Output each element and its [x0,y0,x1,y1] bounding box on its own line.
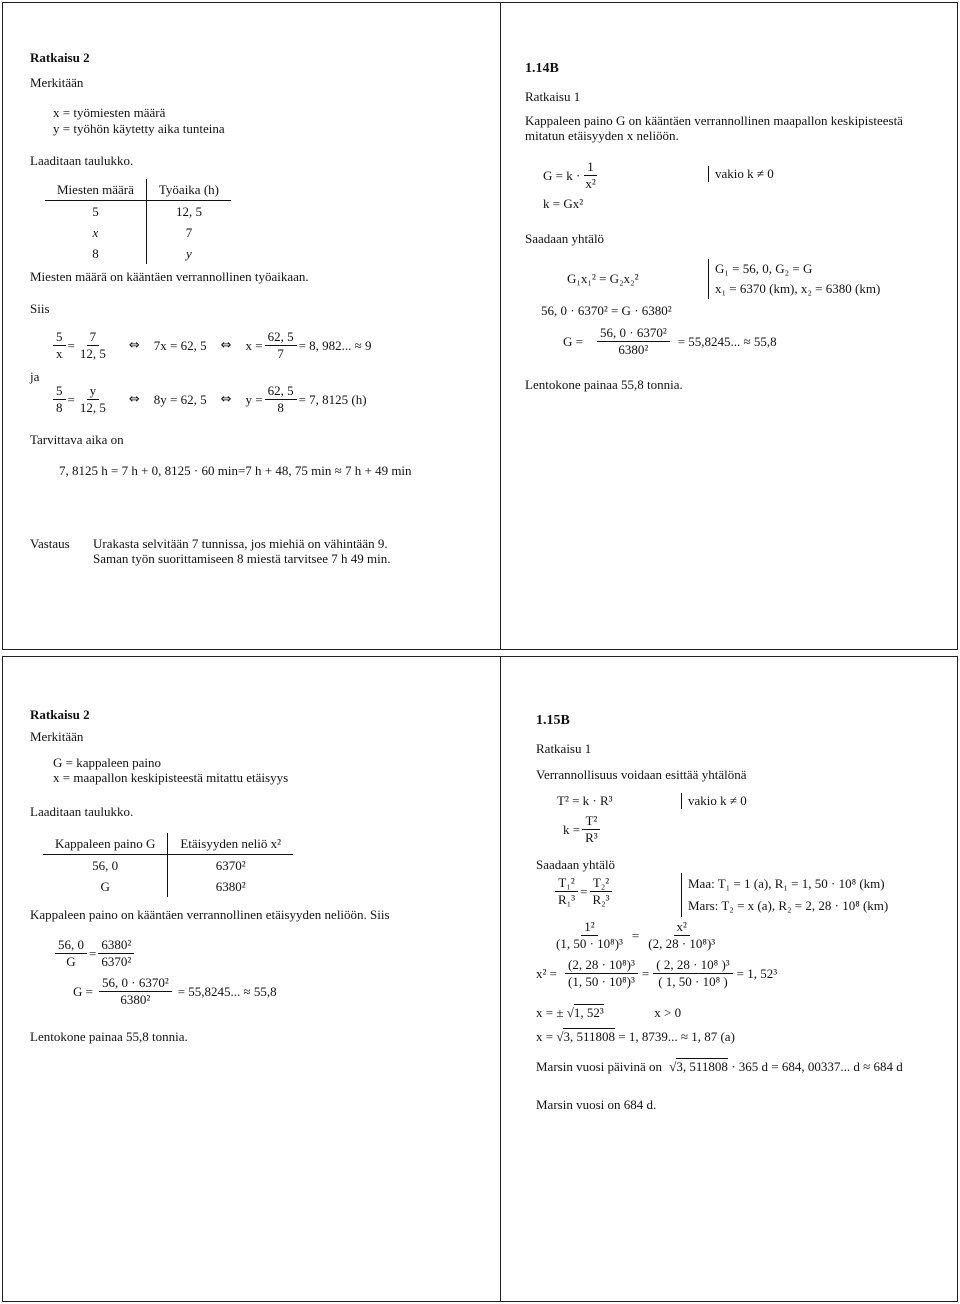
x-root-equation [536,1005,681,1021]
table-cell: 6380² [215,878,246,894]
constant-condition: vakio k ≠ 0 [681,793,747,809]
fraction-numerator: 5 [53,329,66,346]
planet-values [681,873,888,917]
kepler-equation: T² = k · R³ [557,793,613,808]
fraction-denominator: 12, 5 [79,400,106,415]
fraction-denominator: (1, 50 · 10⁸)³ [556,936,623,951]
equation-result: · 365 d = 684, 00337... d ≈ 684 d [731,1059,903,1074]
conclusion: Lentokone painaa 55,8 tonnia. [30,1029,188,1044]
given-values [708,259,880,299]
equivalence-arrow-icon: ⇔ [220,392,232,407]
x-squared-equation: x² = $\frac{\text{(2, 28 · 10⁸)³}}{\text{(1, 50 · 10⁸)³}}$ = $\frac{\text{( 2, 28 · 10⁸ )³}}{\text{( 1, 50 · 10⁸ )}}$ = 1, 52³ [536,957,778,989]
intro: Verrannollisuus voidaan esittää yhtälönä [536,767,747,782]
answer-line-2: Saman työn suorittamiseen 8 miestä tarvitsee 7 h 49 min. [93,551,391,566]
fraction-numerator: 62, 5 [265,383,297,400]
fraction-numerator: 1 [584,159,597,176]
subheading-ratkaisu-1: Ratkaisu 1 [525,89,581,104]
radicand: 3, 511808 [676,1059,728,1074]
substituted-equation: $\frac{\text{1²}}{\text{(1, 50 · 10⁸)³}}$ = $\frac{\text{x²}}{\text{(2, 28 · 10⁸)³}}$ [551,919,720,952]
table-row [45,201,231,223]
given-line: x₁ = 6370 (km), x₂ = 6380 (km) [715,281,881,296]
label-tarvittava: Tarvittava aika on [30,432,124,447]
men-time-table [45,179,231,264]
conclusion: Marsin vuosi on 684 d. [536,1097,657,1112]
fraction-denominator: 7 [277,346,284,361]
fraction-denominator: R₂³ [592,892,610,907]
x-result-equation [536,1029,735,1045]
main-equation: G₁x₁² = G₂x₂² [567,271,639,286]
equation-lhs: G = k · [543,167,581,183]
top-column-divider [500,3,501,649]
equation-lhs: k = [563,821,581,837]
given-line: Mars: T₂ = x (a), R₂ = 2, 28 · 10⁸ (km) [688,898,889,913]
table-cell: 6370² [215,857,246,873]
intro-line-1: Kappaleen paino G on kääntäen verrannollinen maapallon keskipisteestä [525,113,903,128]
k-equation [563,813,603,846]
subheading-ratkaisu-1: Ratkaisu 1 [536,741,592,756]
equation-lhs: x = ± [536,1005,564,1020]
heading-1-15b: 1.15B [536,713,570,728]
proportionality-statement: Miesten määrä on kääntäen verrannollinen työaikaan. [30,269,309,284]
table-header: Kappaleen paino G [43,833,168,855]
time-conversion-equation: 7, 8125 h = 7 h + 0, 8125 · 60 min=7 h + 48, 75 min ≈ 7 h + 49 min [59,463,412,478]
label-saadaan: Saadaan yhtälö [536,857,616,872]
g-definition-equation [543,159,601,192]
table-header: Etäisyyden neliö x² [168,833,293,855]
equation-result: = 7, 8125 (h) [298,391,367,407]
fraction-denominator: 8 [56,400,63,415]
heading-ratkaisu-2: Ratkaisu 2 [30,50,90,65]
equation-lhs: x = [536,1029,554,1044]
table-cell: 8 [45,243,146,264]
fraction-denominator: x [56,346,63,361]
ratio-equation: $\frac{56, 0}{G}$ = $\frac{\text{6380²}}{\text{6370²}}$ [53,937,136,970]
fraction-numerator: 56, 0 [55,937,87,954]
proportionality-statement: Kappaleen paino on kääntäen verrannollinen etäisyyden neliöön. Siis [30,907,390,922]
equation-result: = 55,8245... ≈ 55,8 [677,333,777,349]
intro-line-2: mitatun etäisyyden x neliöön. [525,128,679,143]
fraction-numerator: 62, 5 [265,329,297,346]
table-row [43,876,293,897]
fraction-denominator: (2, 28 · 10⁸)³ [648,936,716,951]
table-header: Työaika (h) [146,179,231,201]
definition-x: x = maapallon keskipisteestä mitattu etäisyys [53,770,289,785]
table-cell: x [45,222,146,243]
fraction-denominator: ( 1, 50 · 10⁸ ) [658,974,728,989]
fraction-denominator: x² [585,176,596,191]
fraction-denominator: G [66,954,76,969]
equation-result: = 1, 52³ [736,965,778,981]
top-page [2,2,958,650]
constant-condition: vakio k ≠ 0 [708,166,774,182]
sentence: Marsin vuosi päivinä on [536,1059,663,1074]
label-laaditaan: Laaditaan taulukko. [30,153,134,168]
fraction-numerator: 56, 0 · 6370² [99,975,172,992]
table-row [43,855,293,877]
table-cell: 56, 0 [43,855,168,877]
table-cell: 12, 5 [175,203,202,219]
equation-result: = 8, 982... ≈ 9 [298,337,372,353]
given-line: G₁ = 56, 0, G₂ = G [715,261,813,276]
definition-g: G = kappaleen paino [53,755,162,770]
fraction-denominator: 8 [277,400,284,415]
fraction-numerator: ( 2, 28 · 10⁸ )³ [653,957,732,974]
fraction-numerator: T₂² [590,875,612,892]
sqrt-icon: √ [556,1029,564,1044]
fraction-numerator: 5 [53,383,66,400]
table-cell: y [186,245,192,261]
label-laaditaan: Laaditaan taulukko. [30,804,134,819]
equivalence-arrow-icon: ⇔ [128,338,140,353]
fraction-numerator: 1² [581,919,597,936]
mars-year-days [536,1059,903,1075]
equation-solve-x: $\frac{5}{x}$ = $\frac{7}{12, 5}$ ⇔ 7x = 62, 5 ⇔ x = $\frac{62, 5}{7}$ = 8, 982... ≈ 9 [51,329,372,362]
heading-ratkaisu-2: Ratkaisu 2 [30,707,90,722]
fraction-denominator: 6380² [120,992,151,1007]
table-cell: G [43,876,168,897]
bottom-column-divider [500,657,501,1301]
radicand: 1, 52³ [573,1005,604,1020]
definition-y: y = työhön käytetty aika tunteina [53,121,225,136]
fraction-denominator: 12, 5 [79,346,106,361]
g-result-equation [563,325,777,358]
label-siis: Siis [30,301,50,316]
equation-result: = 1, 8739... ≈ 1, 87 (a) [618,1029,735,1044]
substituted-equation: 56, 0 · 6370² = G · 6380² [541,303,672,318]
answer-label: Vastaus [30,536,70,551]
given-line: Maa: T₁ = 1 (a), R₁ = 1, 50 · 10⁸ (km) [688,876,885,891]
equation-lhs: G = [563,333,583,349]
answer-line-1: Urakasta selvitään 7 tunnissa, jos miehiä on vähintään 9. [93,536,388,551]
equation-lhs: G = [73,983,93,999]
fraction-denominator: 6370² [101,954,132,969]
equation-lhs: x² = [536,965,557,981]
weight-distance-table [43,833,293,897]
fraction-denominator: R₁³ [558,892,576,907]
fraction-numerator: 56, 0 · 6370² [597,325,670,342]
fraction-numerator: T² [582,813,600,830]
fraction-numerator: (2, 28 · 10⁸)³ [565,957,638,974]
fraction-numerator: x² [674,919,690,936]
equivalence-arrow-icon: ⇔ [128,392,140,407]
table-cell: 5 [45,201,146,223]
sqrt-icon: √ [566,1005,574,1020]
conclusion: Lentokone painaa 55,8 tonnia. [525,377,683,392]
equation-step: x = [245,337,263,353]
table-cell: 7 [185,224,193,240]
bottom-page [2,656,958,1302]
fraction-denominator: R³ [585,830,598,845]
equation-step: 7x = 62, 5 [153,337,207,353]
label-saadaan: Saadaan yhtälö [525,231,605,246]
label-merkitaan: Merkitään [30,729,84,744]
heading-1-14b: 1.14B [525,61,559,76]
definition-x: x = työmiesten määrä [53,105,166,120]
fraction-denominator: (1, 50 · 10⁸)³ [567,974,635,989]
radicand: 3, 511808 [563,1029,616,1044]
sqrt-icon: √ [669,1059,677,1074]
label-merkitaan: Merkitään [30,75,84,90]
table-header: Miesten määrä [45,179,146,201]
table-row [45,222,231,243]
fraction-numerator: 6380² [98,937,134,954]
equation-result: = 55,8245... ≈ 55,8 [177,983,277,999]
fraction-numerator: y [87,383,100,400]
fraction-numerator: T₁² [555,875,577,892]
ratio-equation: $\frac{\text{T₁²}}{\text{R₁³}}$ = $\frac{\text{T₂²}}{\text{R₂³}}$ [553,875,615,908]
equation-step: y = [245,391,263,407]
condition: x > 0 [654,1005,682,1020]
equation-solve-y: $\frac{5}{8}$ = $\frac{y}{12, 5}$ ⇔ 8y = 62, 5 ⇔ y = $\frac{62, 5}{8}$ = 7, 8125 (h) [51,383,367,416]
table-row [45,243,231,264]
equation-step: 8y = 62, 5 [153,391,207,407]
g-result-equation [73,975,277,1008]
k-equation: k = Gx² [543,196,584,211]
fraction-numerator: 7 [87,329,100,346]
equivalence-arrow-icon: ⇔ [220,338,232,353]
label-ja: ja [30,369,40,384]
fraction-denominator: 6380² [618,342,649,357]
